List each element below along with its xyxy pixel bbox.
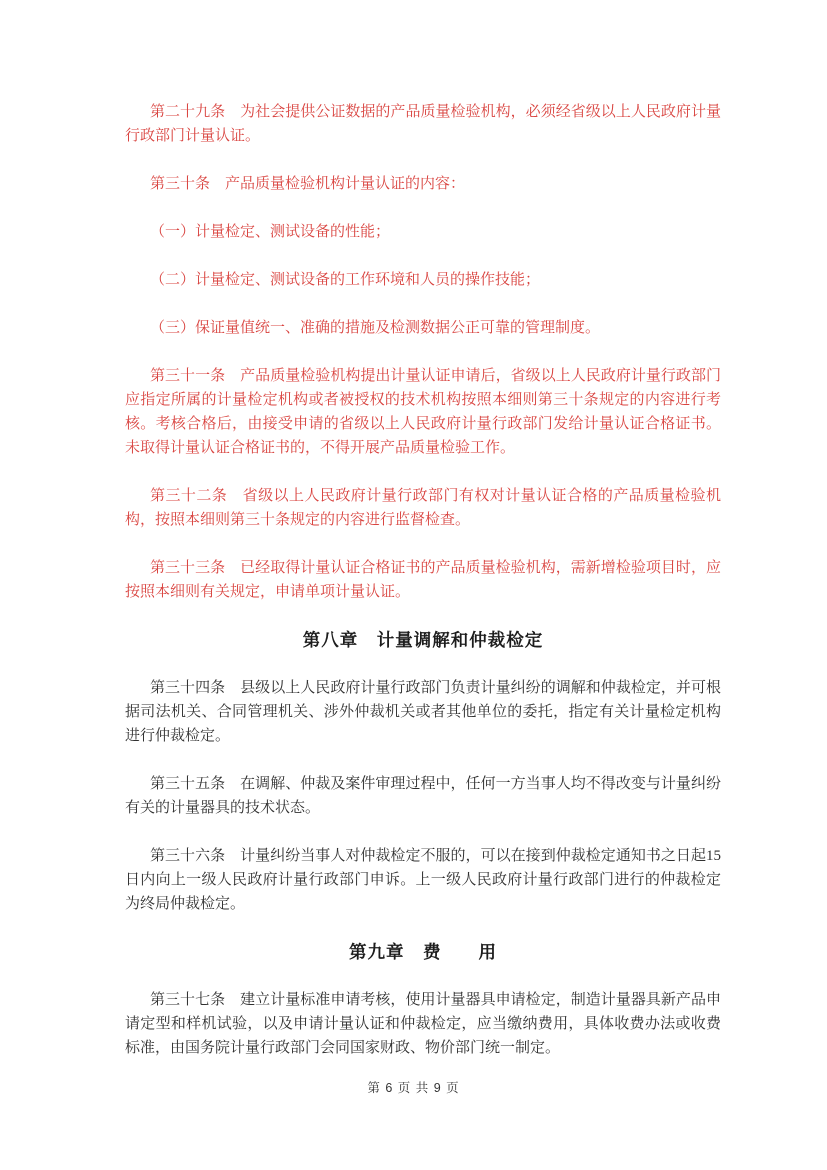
article-paragraph: 第三十七条 建立计量标准申请考核，使用计量器具申请检定，制造计量器具新产品申请定型和样机试验，以及申请计量认证和仲裁检定，应当缴纳费用，具体收费办法或收费标准，由国务院计量行政部门会同国家财政、物价部门统一制定。 xyxy=(125,992,721,1056)
article-paragraph: 第三十四条 县级以上人民政府计量行政部门负责计量纠纷的调解和仲裁检定，并可根据司法机关、合同管理机关、涉外仲裁机关或者其他单位的委托，指定有关计量检定机构进行仲裁检定。 xyxy=(125,680,721,744)
article-paragraph: 第三十条 产品质量检验机构计量认证的内容： xyxy=(150,176,466,192)
article-paragraph: 第三十五条 在调解、仲裁及案件审理过程中，任何一方当事人均不得改变与计量纠纷有关的计量器具的技术状态。 xyxy=(125,776,721,816)
article-paragraph: （三）保证量值统一、准确的措施及检测数据公正可靠的管理制度。 xyxy=(150,320,601,336)
article-paragraph: 第二十九条 为社会提供公证数据的产品质量检验机构，必须经省级以上人民政府计量行政部门计量认证。 xyxy=(125,104,721,144)
article-paragraph: 第三十二条 省级以上人民政府计量行政部门有权对计量认证合格的产品质量检验机构，按照本细则第三十条规定的内容进行监督检查。 xyxy=(125,488,721,528)
article-paragraph: 第三十一条 产品质量检验机构提出计量认证申请后，省级以上人民政府计量行政部门应指定所属的计量检定机构或者被授权的技术机构按照本细则第三十条规定的内容进行考核。考核合格后，由接受申请的省级以上人民政府计量行政部门发给计量认证合格证书。未取得计量认证合格证书的，不得开展产品质量检验工作。 xyxy=(125,368,721,456)
article-paragraph: （一）计量检定、测试设备的性能； xyxy=(150,224,391,240)
chapter-heading: 第八章 计量调解和仲裁检定 xyxy=(302,630,544,650)
page-footer xyxy=(0,1078,827,1096)
article-paragraph: （二）计量检定、测试设备的工作环境和人员的操作技能； xyxy=(150,272,541,288)
document-body xyxy=(125,100,721,1084)
article-paragraph: 第三十六条 计量纠纷当事人对仲裁检定不服的，可以在接到仲裁检定通知书之日起15 日内向上一级人民政府计量行政部门申诉。上一级人民政府计量行政部门进行的仲裁检定为终局仲裁检定。 xyxy=(125,848,721,912)
page-number: 第 6 页 共 9 页 xyxy=(367,1081,460,1095)
article-paragraph: 第三十三条 已经取得计量认证合格证书的产品质量检验机构，需新增检验项目时，应按照本细则有关规定，申请单项计量认证。 xyxy=(125,560,721,600)
chapter-heading: 第九章 费 用 xyxy=(349,942,497,962)
